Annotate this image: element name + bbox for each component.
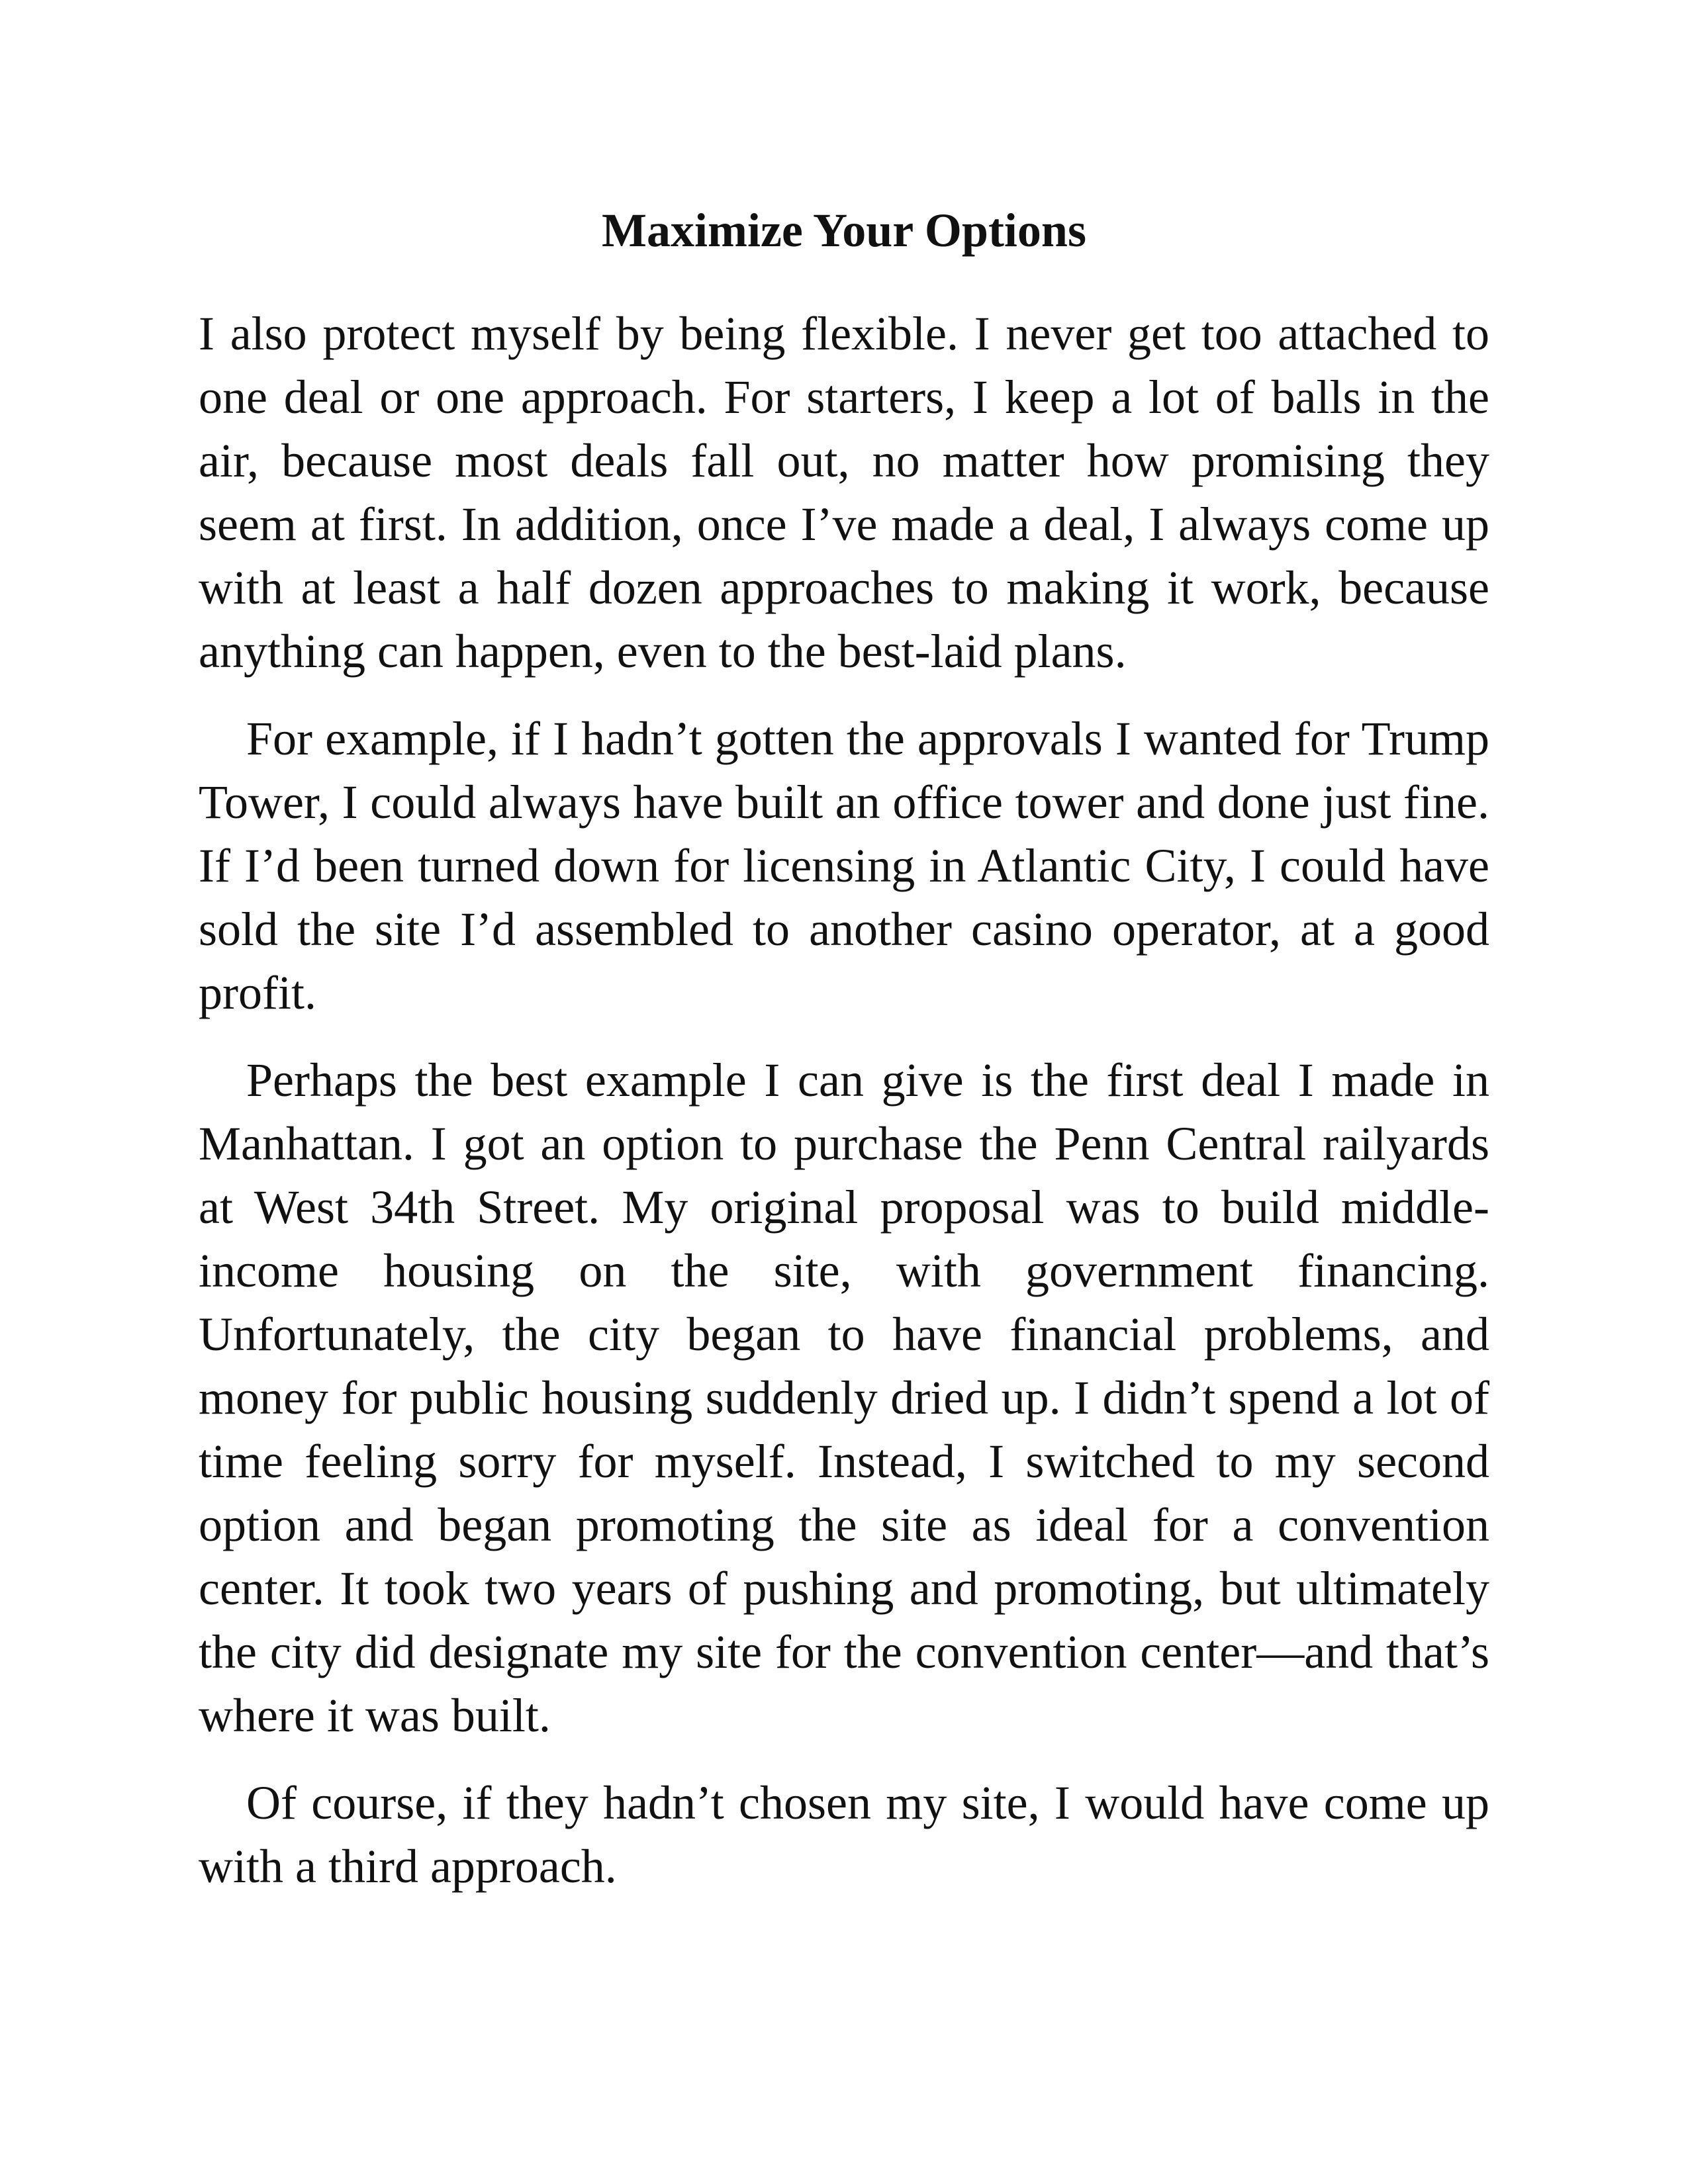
paragraph-1: I also protect myself by being flexible. I never get too attached to one deal or one approach. For starters, I keep a lot of balls in the air, because most deals fall out, no matter how promising they seem at first. In addition, once I’ve made a deal, I always come up with at least a half dozen approaches to making it work, because anything can happen, even to the best-laid plans. [199, 307, 1489, 678]
paragraph-2: For example, if I hadn’t gotten the approvals I wanted for Trump Tower, I could always have built an office tower and done just fine. If I’d been turned down for licensing in Atlantic City, I could have sold the site I’d assembled to another casino operator, at a good profit. [199, 712, 1489, 1019]
paragraph-4: Of course, if they hadn’t chosen my site, I would have come up with a third approach. [199, 1776, 1489, 1893]
paragraph-3: Perhaps the best example I can give is the first deal I made in Manhattan. I got an option to purchase the Penn Central railyards at West 34th Street. My original proposal was to build middle-income housing on the site, with government financing. Unfortunately, the city began to have financial problems, and money for public housing suddenly dried up. I didn’t spend a lot of time feeling sorry for myself. Instead, I switched to my second option and began promoting the site as ideal for a convention center. It took two years of pushing and promoting, but ultimately the city did designate my site for the convention center—and that’s where it was built. [199, 1054, 1489, 1742]
page-title: Maximize Your Options [602, 204, 1086, 257]
page-content [199, 199, 1489, 1922]
